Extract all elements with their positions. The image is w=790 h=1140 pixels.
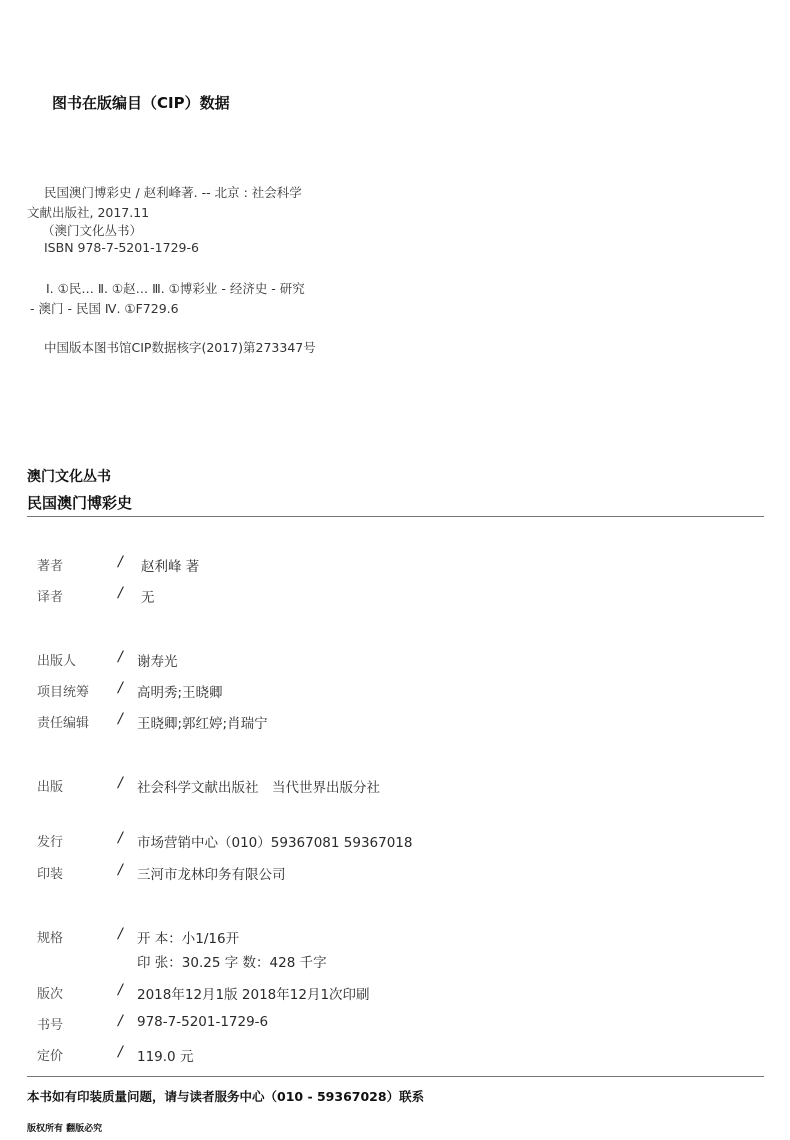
publish-slash: / — [118, 775, 123, 791]
cip-line-5: Ⅰ. ①民… Ⅱ. ①赵… Ⅲ. ①博彩业 - 经济史 - 研究 — [46, 281, 305, 296]
edition-slash: / — [118, 982, 123, 998]
cip-line-2: 文献出版社, 2017.11 — [27, 205, 150, 220]
editor-value: 王晓卿;郭红婷;肖瑞宁 — [137, 716, 268, 732]
translator-value: 无 — [141, 590, 155, 606]
author-value: 赵利峰 著 — [141, 559, 200, 575]
editor-slash: / — [118, 711, 123, 727]
editor-label: 责任编辑 — [37, 716, 90, 731]
coordinator-value: 高明秀;王晓卿 — [137, 685, 223, 701]
author-slash: / — [118, 554, 123, 570]
copyright-notice: 版权所有 翻版必究 — [27, 1124, 103, 1134]
book-title: 民国澳门博彩史 — [27, 494, 133, 512]
top-divider — [27, 516, 764, 517]
translator-slash: / — [118, 585, 123, 601]
edition-label: 版次 — [37, 987, 64, 1002]
distribute-value: 市场营销中心（010）59367081 59367018 — [137, 835, 413, 851]
publish-label: 出版 — [37, 780, 64, 795]
coordinator-slash: / — [118, 680, 123, 696]
spec-size-value: 开 本：小1/16开 — [137, 931, 240, 947]
price-slash: / — [118, 1044, 123, 1060]
publisher-person-slash: / — [118, 649, 123, 665]
cip-line-6: - 澳门 - 民国 Ⅳ. ①F729.6 — [30, 301, 179, 316]
print-value: 三河市龙林印务有限公司 — [137, 867, 286, 883]
series-title: 澳门文化丛书 — [27, 469, 111, 485]
distribute-label: 发行 — [37, 835, 64, 850]
author-label: 著者 — [37, 559, 64, 574]
cip-line-1: 民国澳门博彩史 / 赵利峰著. -- 北京 : 社会科学 — [44, 185, 302, 200]
isbn-label: 书号 — [37, 1018, 64, 1033]
print-label: 印装 — [37, 867, 64, 882]
isbn-value: 978-7-5201-1729-6 — [137, 1014, 269, 1030]
cip-line-4: ISBN 978-7-5201-1729-6 — [44, 240, 199, 255]
publisher-person-label: 出版人 — [37, 654, 77, 669]
cip-line-3: （澳门文化丛书） — [42, 223, 143, 238]
price-value: 119.0 元 — [137, 1049, 194, 1065]
bottom-divider — [27, 1076, 764, 1077]
price-label: 定价 — [37, 1049, 64, 1064]
spec-sheets-value: 印 张：30.25 字 数：428 千字 — [137, 955, 327, 971]
quality-notice: 本书如有印装质量问题，请与读者服务中心（010 - 59367028）联系 — [27, 1089, 425, 1104]
edition-value: 2018年12月1版 2018年12月1次印刷 — [137, 987, 370, 1003]
cip-title: 图书在版编目（CIP）数据 — [52, 94, 230, 112]
spec-slash: / — [118, 926, 123, 942]
isbn-slash: / — [118, 1013, 123, 1029]
translator-label: 译者 — [37, 590, 64, 605]
print-slash: / — [118, 862, 123, 878]
cip-line-7: 中国版本图书馆CIP数据核字(2017)第273347号 — [44, 340, 316, 355]
publisher-person-value: 谢寿光 — [137, 654, 178, 670]
publish-value: 社会科学文献出版社 当代世界出版分社 — [137, 780, 380, 796]
spec-label: 规格 — [37, 931, 64, 946]
distribute-slash: / — [118, 830, 123, 846]
coordinator-label: 项目统筹 — [37, 685, 90, 700]
